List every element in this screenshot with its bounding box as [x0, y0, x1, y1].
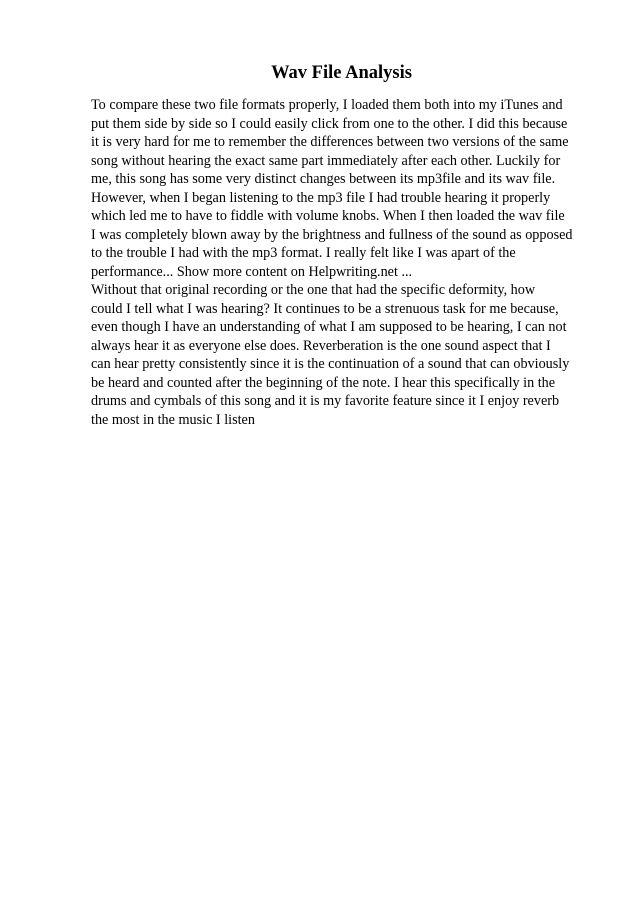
- body-line: be heard and counted after the beginning of the note. I hear this specifically in the: [91, 374, 556, 391]
- body-line: However, when I began listening to the mp3 file I had trouble hearing it properly: [91, 189, 551, 206]
- body-line: drums and cymbals of this song and it is my favorite feature since it I enjoy reverb: [91, 393, 560, 409]
- body-line: performance... Show more content on Helpwriting.net ...: [91, 263, 413, 280]
- body-line: can hear pretty consistently since it is the continuation of a sound that can obviously: [91, 356, 570, 372]
- body-line: always hear it as everyone else does. Reverberation is the one sound aspect that I: [91, 337, 551, 354]
- body-line: put them side by side so I could easily click from one to the other. I did this because: [91, 115, 568, 132]
- body-line: the most in the music I listen: [91, 411, 255, 428]
- document-title: Wav File Analysis: [271, 63, 412, 83]
- body-line: could I tell what I was hearing? It continues to be a strenuous task for me because,: [91, 300, 559, 317]
- body-line: To compare these two file formats properly, I loaded them both into my iTunes and: [91, 97, 563, 113]
- body-line: I was completely blown away by the brightness and fullness of the sound as opposed: [91, 226, 573, 243]
- body-line: me, this song has some very distinct changes between its mp3file and its wav file.: [91, 171, 556, 187]
- body-line: to the trouble I had with the mp3 format. I really felt like I was apart of the: [91, 245, 516, 261]
- body-line: even though I have an understanding of what I am supposed to be hearing, I can not: [91, 319, 567, 335]
- body-line: song without hearing the exact same part immediately after each other. Luckily for: [91, 152, 561, 169]
- body-line: which led me to have to fiddle with volume knobs. When I then loaded the wav file: [91, 208, 565, 224]
- body-line: it is very hard for me to remember the differences between two versions of the same: [91, 134, 569, 150]
- body-line: Without that original recording or the one that had the specific deformity, how: [91, 282, 536, 298]
- document-body: [91, 96, 591, 429]
